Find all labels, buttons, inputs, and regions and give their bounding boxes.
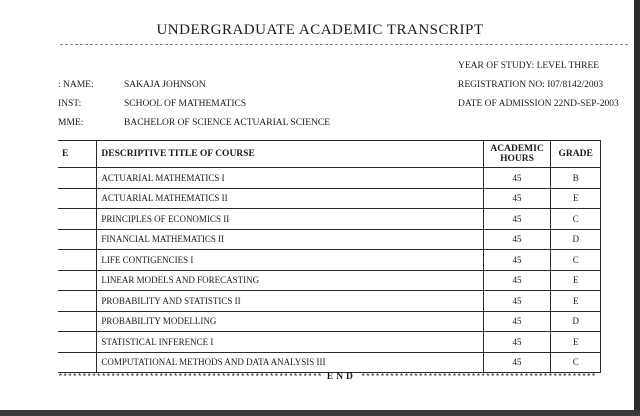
course-grade: D <box>551 311 601 332</box>
header-academic-hours: ACADEMIC HOURS <box>483 141 551 168</box>
header-code: E <box>58 141 97 168</box>
header-grade: GRADE <box>551 141 601 168</box>
table-row <box>58 291 601 312</box>
end-marker: END <box>326 372 356 382</box>
student-name-label: : NAME: <box>58 80 94 90</box>
course-title: FINANCIAL MATHEMATICS II <box>97 229 483 250</box>
table-header-row <box>58 141 601 168</box>
table-row <box>58 209 601 230</box>
course-hours: 45 <box>483 209 551 230</box>
course-grade: C <box>551 209 601 230</box>
course-code <box>58 229 97 250</box>
course-hours: 45 <box>483 332 551 353</box>
course-code <box>58 291 97 312</box>
end-stars-left: ******************************************************* <box>58 373 323 382</box>
course-title: PROBABILITY AND STATISTICS II <box>97 291 483 312</box>
course-hours: 45 <box>483 291 551 312</box>
institution-label: INST: <box>58 99 82 109</box>
course-hours: 45 <box>483 352 551 373</box>
course-code <box>58 209 97 230</box>
course-grade: E <box>551 270 601 291</box>
course-code <box>58 332 97 353</box>
document-title: UNDERGRADUATE ACADEMIC TRANSCRIPT <box>156 22 484 38</box>
end-of-transcript-line <box>58 372 618 382</box>
course-hours: 45 <box>483 188 551 209</box>
course-grade: D <box>551 229 601 250</box>
course-title: PROBABILITY MODELLING <box>97 311 483 332</box>
year-of-study: YEAR OF STUDY: LEVEL THREE <box>458 61 600 71</box>
course-grade: C <box>551 250 601 271</box>
table-row <box>58 311 601 332</box>
course-code <box>58 188 97 209</box>
course-hours: 45 <box>483 270 551 291</box>
table-row <box>58 250 601 271</box>
course-grade: C <box>551 352 601 373</box>
programme-value: BACHELOR OF SCIENCE ACTUARIAL SCIENCE <box>124 118 331 128</box>
course-hours: 45 <box>483 311 551 332</box>
student-name-value: SAKAJA JOHNSON <box>124 80 206 90</box>
table-row <box>58 229 601 250</box>
table-row <box>58 188 601 209</box>
institution-value: SCHOOL OF MATHEMATICS <box>124 99 247 109</box>
date-of-admission: DATE OF ADMISSION 22ND-SEP-2003 <box>458 99 619 109</box>
course-title: ACTUARIAL MATHEMATICS II <box>97 188 483 209</box>
course-title: STATISTICAL INFERENCE I <box>97 332 483 353</box>
course-code <box>58 352 97 373</box>
header-course-title: DESCRIPTIVE TITLE OF COURSE <box>97 141 483 168</box>
course-grade: B <box>551 168 601 189</box>
table-row <box>58 332 601 353</box>
table-row <box>58 270 601 291</box>
course-table <box>58 140 601 373</box>
table-row <box>58 352 601 373</box>
table-row <box>58 168 601 189</box>
course-code <box>58 311 97 332</box>
course-grade: E <box>551 332 601 353</box>
course-hours: 45 <box>483 250 551 271</box>
course-hours: 45 <box>483 168 551 189</box>
course-hours: 45 <box>483 229 551 250</box>
title-divider <box>60 44 628 45</box>
course-title: COMPUTATIONAL METHODS AND DATA ANALYSIS III <box>97 352 483 373</box>
registration-number: REGISTRATION NO: I07/8142/2003 <box>458 80 604 90</box>
course-title: LIFE CONTIGENCIES I <box>97 250 483 271</box>
right-edge-border <box>634 0 640 416</box>
course-code <box>58 168 97 189</box>
course-code <box>58 250 97 271</box>
course-grade: E <box>551 291 601 312</box>
course-title: LINEAR MODELS AND FORECASTING <box>97 270 483 291</box>
programme-label: MME: <box>58 118 84 128</box>
course-title: ACTUARIAL MATHEMATICS I <box>97 168 483 189</box>
course-code <box>58 270 97 291</box>
bottom-edge-border <box>0 410 640 416</box>
course-title: PRINCIPLES OF ECONOMICS II <box>97 209 483 230</box>
end-stars-right: ************************************************* <box>360 373 596 382</box>
course-grade: E <box>551 188 601 209</box>
